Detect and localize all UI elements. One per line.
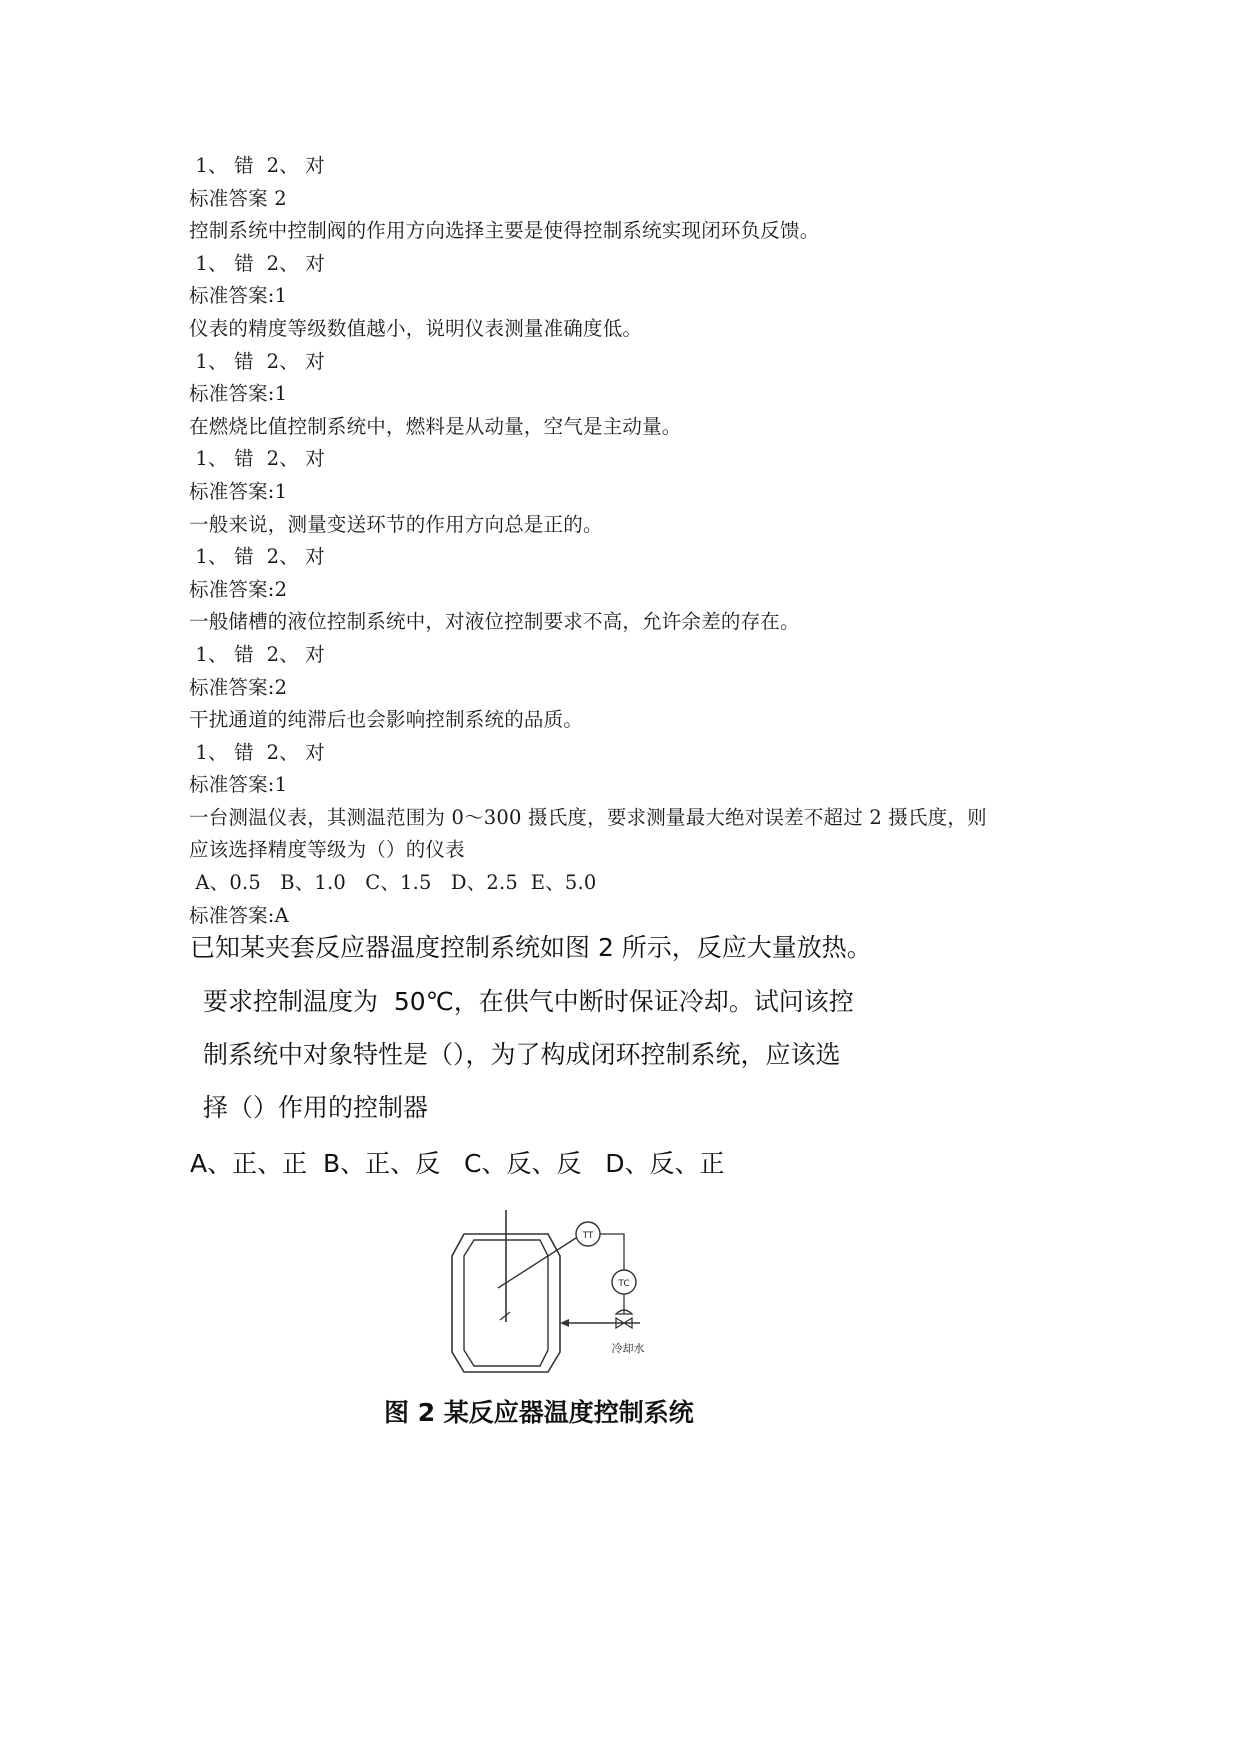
question-line: 已知某夹套反应器温度控制系统如图 2 所示，反应大量放热。 <box>190 933 872 962</box>
question-line-continued: 应该选择精度等级为（）的仪表 <box>189 838 465 862</box>
question-line: 制系统中对象特性是（），为了构成闭环控制系统，应该选 <box>203 1040 841 1069</box>
question-line: 仪表的精度等级数值越小，说明仪表测量准确度低。 <box>189 316 643 340</box>
question-line: 一般来说，测量变送环节的作用方向总是正的。 <box>189 512 603 536</box>
answer-line: 标准答案 2 <box>189 186 287 210</box>
question-line: 在燃烧比值控制系统中，燃料是从动量，空气是主动量。 <box>189 414 682 438</box>
answer-line: 标准答案:1 <box>189 284 288 308</box>
options-line: A、0.5 B、1.0 C、1.5 D、2.5 E、5.0 <box>189 871 597 895</box>
figure-caption: 图 2 某反应器温度控制系统 <box>384 1398 694 1427</box>
answer-line: 标准答案:1 <box>189 382 288 406</box>
tc-label: TC <box>618 1279 630 1289</box>
sensor-line <box>498 1238 576 1288</box>
agitator-blade <box>500 1312 510 1320</box>
answer-line: 标准答案:A <box>189 903 289 927</box>
options-line: 1、 错 2、 对 <box>189 642 326 666</box>
question-line: 干扰通道的纯滞后也会影响控制系统的品质。 <box>189 708 584 732</box>
question-line: 控制系统中控制阀的作用方向选择主要是使得控制系统实现闭环负反馈。 <box>189 219 820 243</box>
answer-line: 标准答案:2 <box>189 577 288 601</box>
options-line: 1、 错 2、 对 <box>189 251 326 275</box>
flow-arrow <box>560 1319 569 1327</box>
question-line: 要求控制温度为 50℃，在供气中断时保证冷却。试问该控 <box>203 987 854 1016</box>
tt-label: TT <box>582 1231 594 1241</box>
question-line: 一台测温仪表，其测温范围为 0～300 摄氏度，要求测量最大绝对误差不超过 2 摄氏度，则 <box>189 805 987 829</box>
options-line: 1、 错 2、 对 <box>189 154 326 177</box>
answer-line: 标准答案:2 <box>189 675 288 699</box>
options-line: 1、 错 2、 对 <box>189 349 326 373</box>
answer-line: 标准答案:1 <box>189 479 288 503</box>
answer-line: 标准答案:1 <box>189 773 288 797</box>
question-line: 择（）作用的控制器 <box>203 1093 429 1122</box>
text-block <box>189 150 1069 932</box>
reactor-diagram <box>440 1210 710 1380</box>
options-line: 1、 错 2、 对 <box>189 740 326 764</box>
options-line: 1、 错 2、 对 <box>189 545 326 569</box>
options-line: A、正、正 B、正、反 C、反、反 D、反、正 <box>190 1149 725 1178</box>
options-line: 1、 错 2、 对 <box>189 447 326 471</box>
signal-line <box>600 1234 624 1270</box>
cooling-water-label: 冷却水 <box>611 1342 645 1355</box>
question-line: 一般储槽的液位控制系统中，对液位控制要求不高，允许余差的存在。 <box>189 610 800 634</box>
